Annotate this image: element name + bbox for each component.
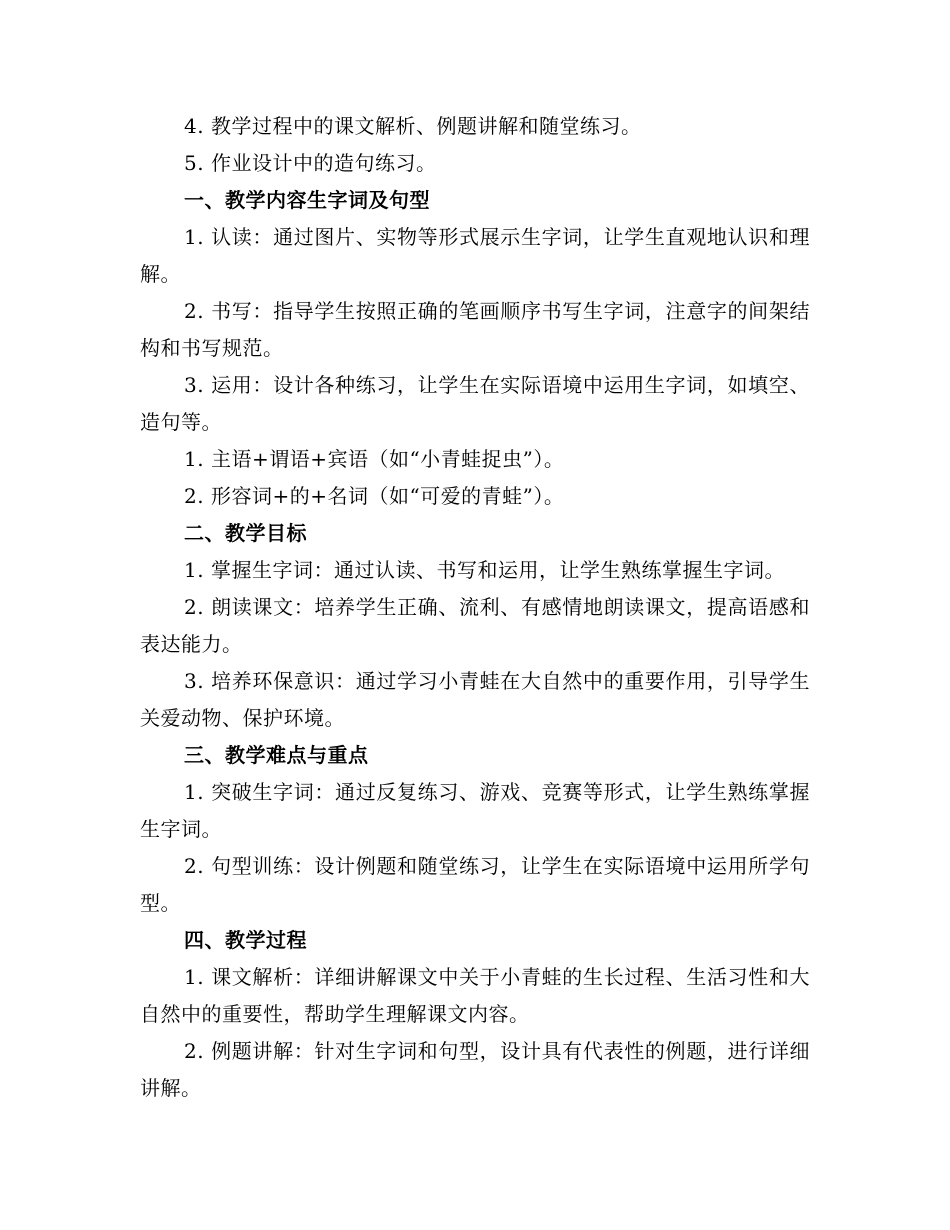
list-item: 2. 形容词+的+名词（如“可爱的青蛙”）。 [184, 484, 565, 508]
list-item: 3. 运用：设计各种练习，让学生在实际语境中运用生字词，如填空、造句等。 [140, 373, 810, 434]
list-item: 2. 朗读课文：培养学生正确、流利、有感情地朗读课文，提高语感和表达能力。 [140, 595, 810, 656]
list-item: 2. 句型训练：设计例题和随堂练习，让学生在实际语境中运用所学句型。 [140, 854, 810, 915]
list-item: 1. 主语+谓语+宾语（如“小青蛙捉虫”）。 [184, 447, 565, 471]
section-heading: 二、教学目标 [184, 521, 307, 545]
list-item: 1. 突破生字词：通过反复练习、游戏、竞赛等形式，让学生熟练掌握生字词。 [140, 780, 810, 841]
list-item: 1. 认读：通过图片、实物等形式展示生字词，让学生直观地认识和理解。 [140, 225, 810, 286]
list-item: 3. 培养环保意识：通过学习小青蛙在大自然中的重要作用，引导学生关爱动物、保护环境。 [140, 669, 810, 730]
document-body [140, 108, 810, 1107]
list-item: 1. 课文解析：详细讲解课文中关于小青蛙的生长过程、生活习性和大自然中的重要性，帮助学生理解课文内容。 [140, 965, 810, 1026]
list-item: 4. 教学过程中的课文解析、例题讲解和随堂练习。 [184, 114, 642, 138]
list-item: 5. 作业设计中的造句练习。 [184, 151, 437, 175]
section-heading: 一、教学内容生字词及句型 [184, 188, 430, 212]
section-heading: 四、教学过程 [184, 928, 307, 952]
list-item: 1. 掌握生字词：通过认读、书写和运用，让学生熟练掌握生字词。 [184, 558, 785, 582]
section-heading: 三、教学难点与重点 [184, 743, 369, 767]
list-item: 2. 例题讲解：针对生字词和句型，设计具有代表性的例题，进行详细讲解。 [140, 1039, 810, 1100]
list-item: 2. 书写：指导学生按照正确的笔画顺序书写生字词，注意字的间架结构和书写规范。 [140, 299, 810, 360]
